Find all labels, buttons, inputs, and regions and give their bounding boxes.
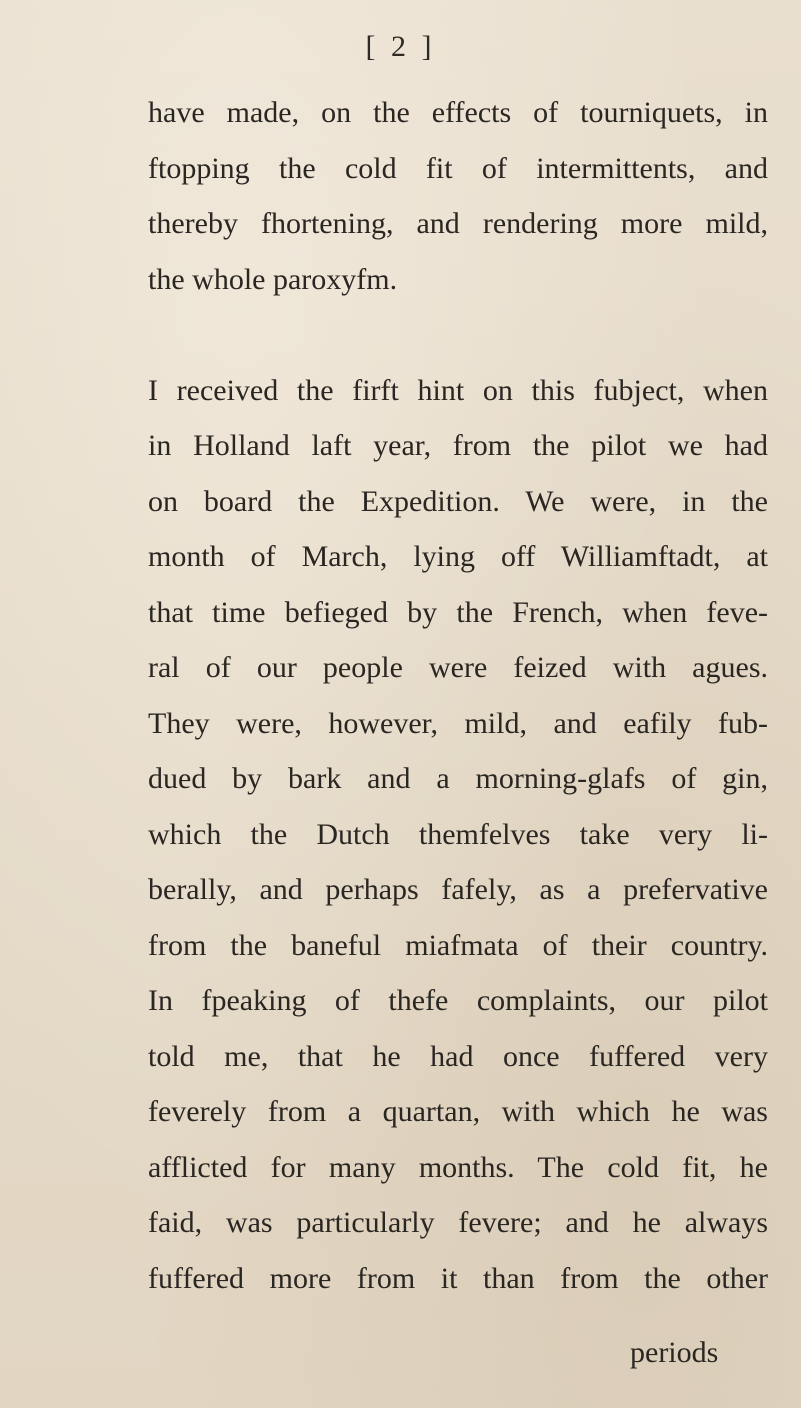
text-line: They were, however, mild, and eafily fub- bbox=[148, 706, 768, 740]
text-line: faid, was particularly fevere; and he always bbox=[148, 1206, 768, 1239]
paragraph-gap bbox=[148, 307, 768, 363]
text-line: I received the firft hint on this fubject, when bbox=[148, 373, 768, 407]
text-line: told me, that he had once fuffered very bbox=[148, 1039, 768, 1073]
text-line: ral of our people were feized with agues. bbox=[148, 651, 768, 684]
text-line: from the baneful miafmata of their country. bbox=[148, 928, 768, 962]
text-line: that time befieged by the French, when feve- bbox=[148, 595, 768, 629]
text-line: In fpeaking of thefe complaints, our pilot bbox=[148, 984, 768, 1017]
text-line: fuffered more from it than from the other bbox=[148, 1261, 768, 1295]
text-line: ftopping the cold fit of intermittents, and bbox=[148, 151, 768, 185]
text-line: feverely from a quartan, with which he was bbox=[148, 1095, 768, 1128]
body-text bbox=[148, 85, 768, 1306]
text-line: have made, on the effects of tourniquets, in bbox=[148, 96, 768, 129]
text-line: afflicted for many months. The cold fit, he bbox=[148, 1150, 768, 1184]
page-number: [ 2 ] bbox=[365, 30, 436, 63]
text-line: thereby fhortening, and rendering more mild, bbox=[148, 207, 768, 240]
text-line: on board the Expedition. We were, in the bbox=[148, 484, 768, 518]
text-line: which the Dutch themfelves take very li- bbox=[148, 817, 768, 851]
text-line: in Holland laft year, from the pilot we had bbox=[148, 429, 768, 462]
text-line: dued by bark and a morning-glafs of gin, bbox=[148, 762, 768, 795]
text-line: month of March, lying off Williamftadt, at bbox=[148, 540, 768, 573]
catchword: periods bbox=[630, 1336, 719, 1369]
text-line: the whole paroxyfm. bbox=[148, 262, 398, 296]
text-line: berally, and perhaps fafely, as a prefervative bbox=[148, 873, 768, 906]
